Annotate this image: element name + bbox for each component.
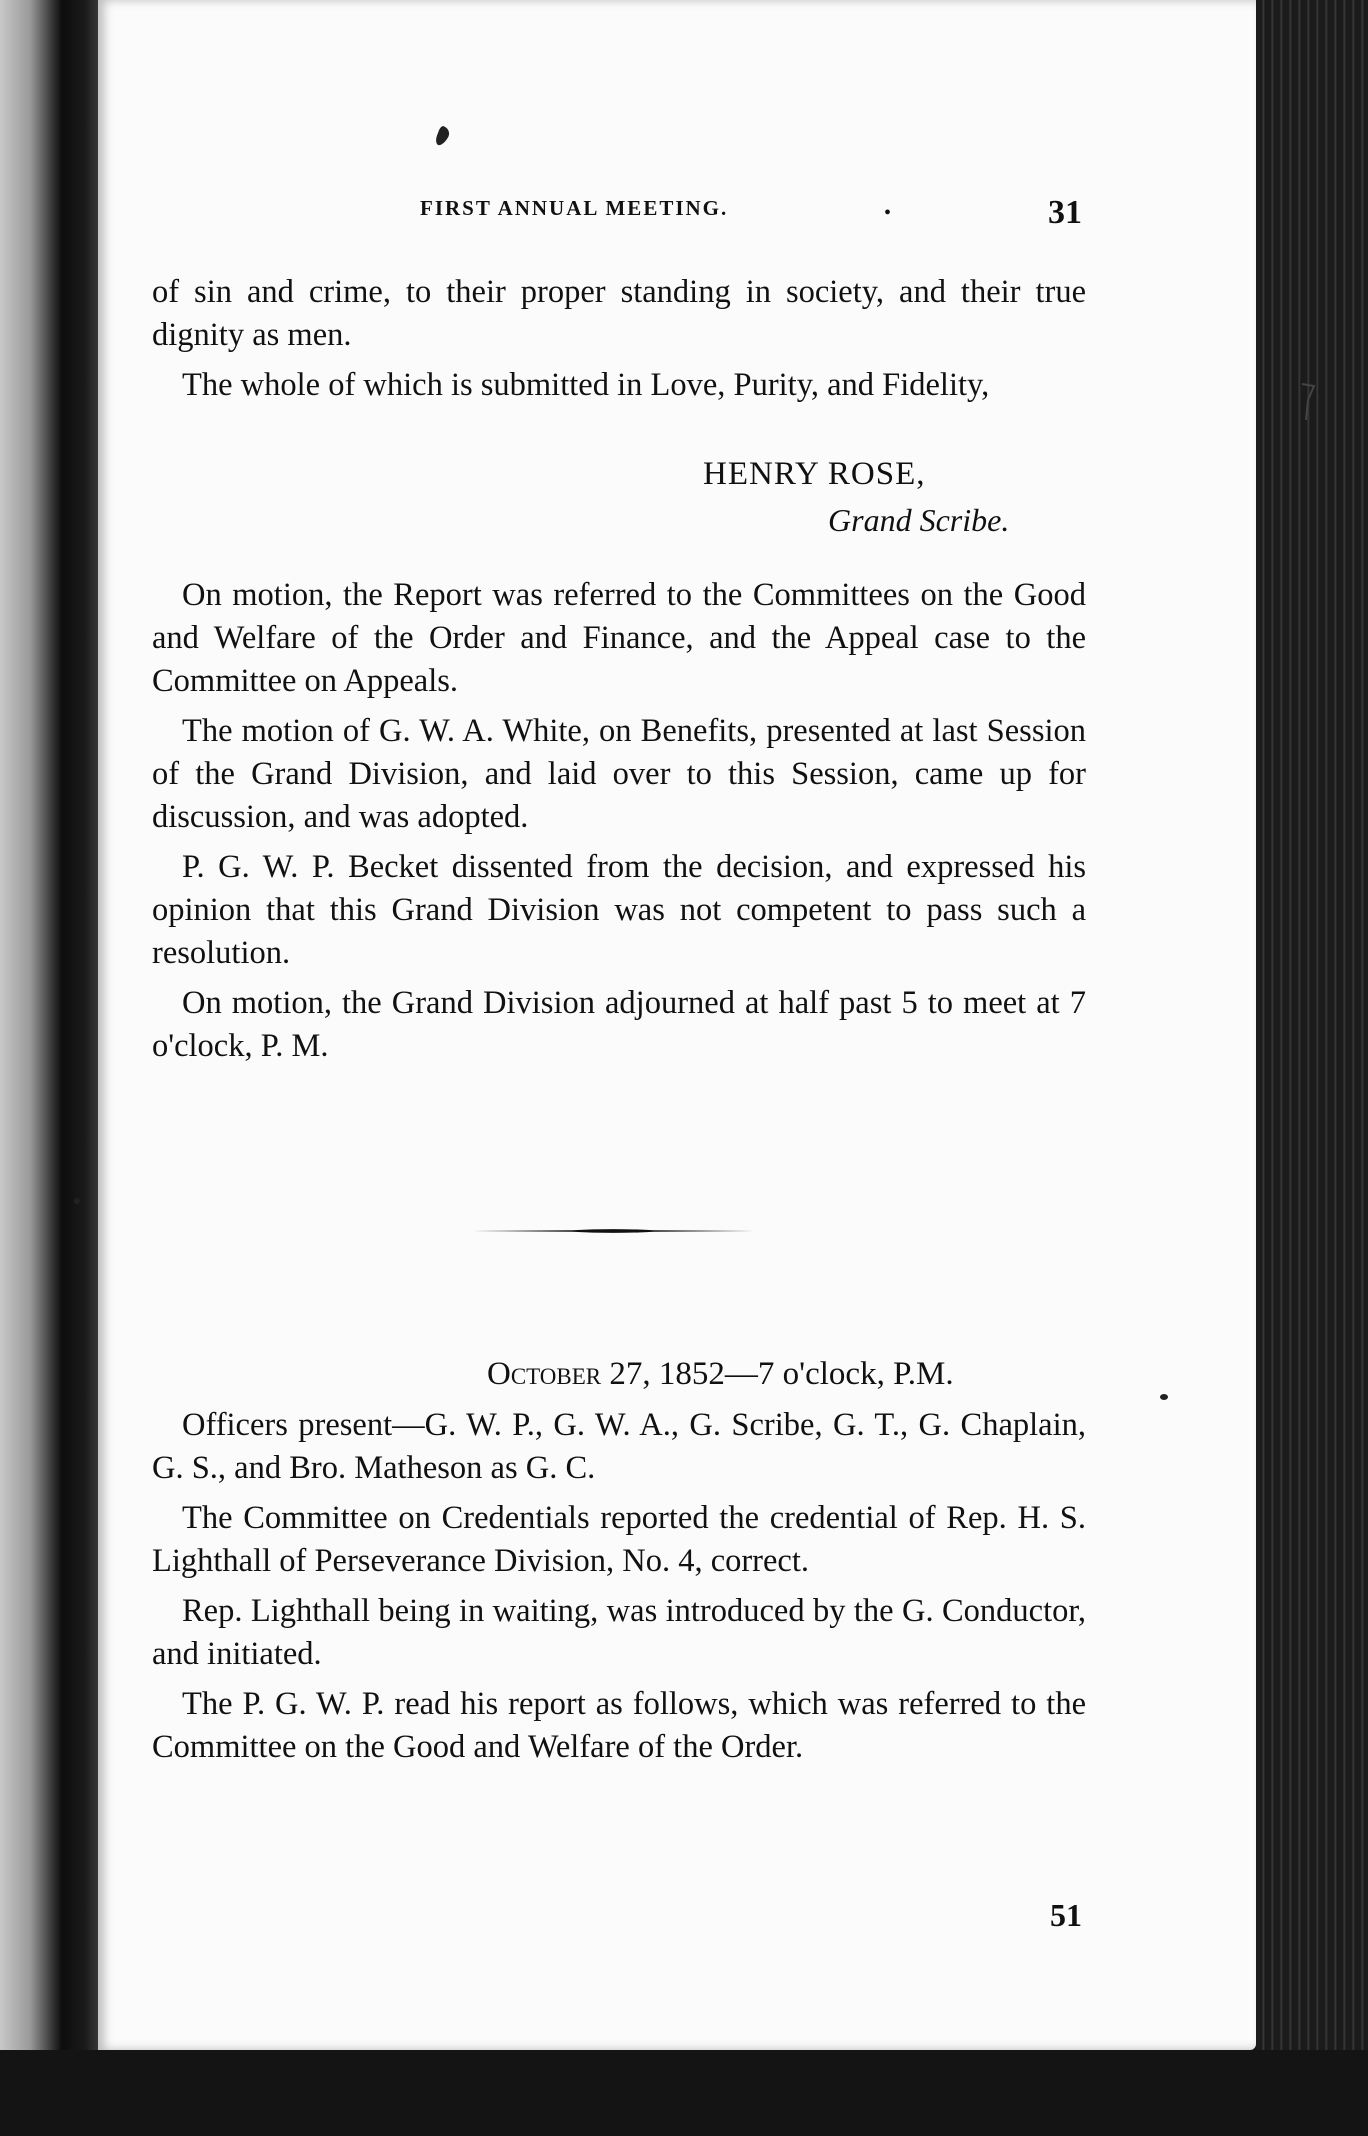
ink-blot-icon <box>434 125 452 147</box>
report-closing-text <box>152 271 1086 414</box>
session-month: October <box>487 1356 602 1392</box>
session-date-time: 27, 1852—7 o'clock, P.M. <box>601 1356 954 1392</box>
evening-session-heading <box>487 1356 954 1393</box>
paragraph: The Committee on Credentials reported the credential of Rep. H. S. Lighthall of Perseverance Division, No. 4, correct. <box>152 1500 1086 1579</box>
page-number: 31 <box>1048 194 1082 231</box>
paragraph: Rep. Lighthall being in waiting, was introduced by the G. Conductor, and initiated. <box>152 1593 1086 1672</box>
paragraph: The motion of G. W. A. White, on Benefits, presented at last Session of the Grand Division, and laid over to this Session, came up for discussion, and was adopted. <box>152 713 1086 835</box>
margin-pencil-mark <box>1298 380 1318 424</box>
running-head-title: FIRST ANNUAL MEETING. <box>420 196 729 220</box>
paragraph: The P. G. W. P. read his report as follows, which was referred to the Committee on the Good and Welfare of the Order. <box>152 1686 1086 1765</box>
scan-bottom-background <box>0 2050 1368 2136</box>
page-speck <box>74 1198 80 1204</box>
signature-name: HENRY ROSE, <box>703 456 926 492</box>
left-page-edge <box>0 0 62 2136</box>
signature-title: Grand Scribe. <box>828 502 1010 538</box>
right-page-stack <box>1256 0 1368 2136</box>
page-speck <box>1160 1394 1168 1400</box>
section-divider-rule <box>472 1227 754 1235</box>
book-gutter <box>62 0 100 2136</box>
running-head-dot: • <box>884 202 892 224</box>
afternoon-session-text <box>152 574 1086 1075</box>
paragraph: Officers present—G. W. P., G. W. A., G. Scribe, G. T., G. Chaplain, G. S., and Bro. Matheson as G. C. <box>152 1407 1086 1486</box>
paragraph: The whole of which is submitted in Love, Purity, and Fidelity, <box>182 367 990 403</box>
paragraph: On motion, the Report was referred to the Committees on the Good and Welfare of the Order and Finance, and the Appeal case to the Committee on Appeals. <box>152 577 1086 699</box>
evening-session-text <box>152 1404 1086 1776</box>
paragraph: of sin and crime, to their proper standing in society, and their true dignity as men. <box>152 274 1086 353</box>
paragraph: On motion, the Grand Division adjourned at half past 5 to meet at 7 o'clock, P. M. <box>152 985 1086 1064</box>
printer-signature-mark: 51 <box>1050 1897 1082 1933</box>
paragraph: P. G. W. P. Becket dissented from the decision, and expressed his opinion that this Grand Division was not competent to pass such a resolution. <box>152 849 1086 971</box>
